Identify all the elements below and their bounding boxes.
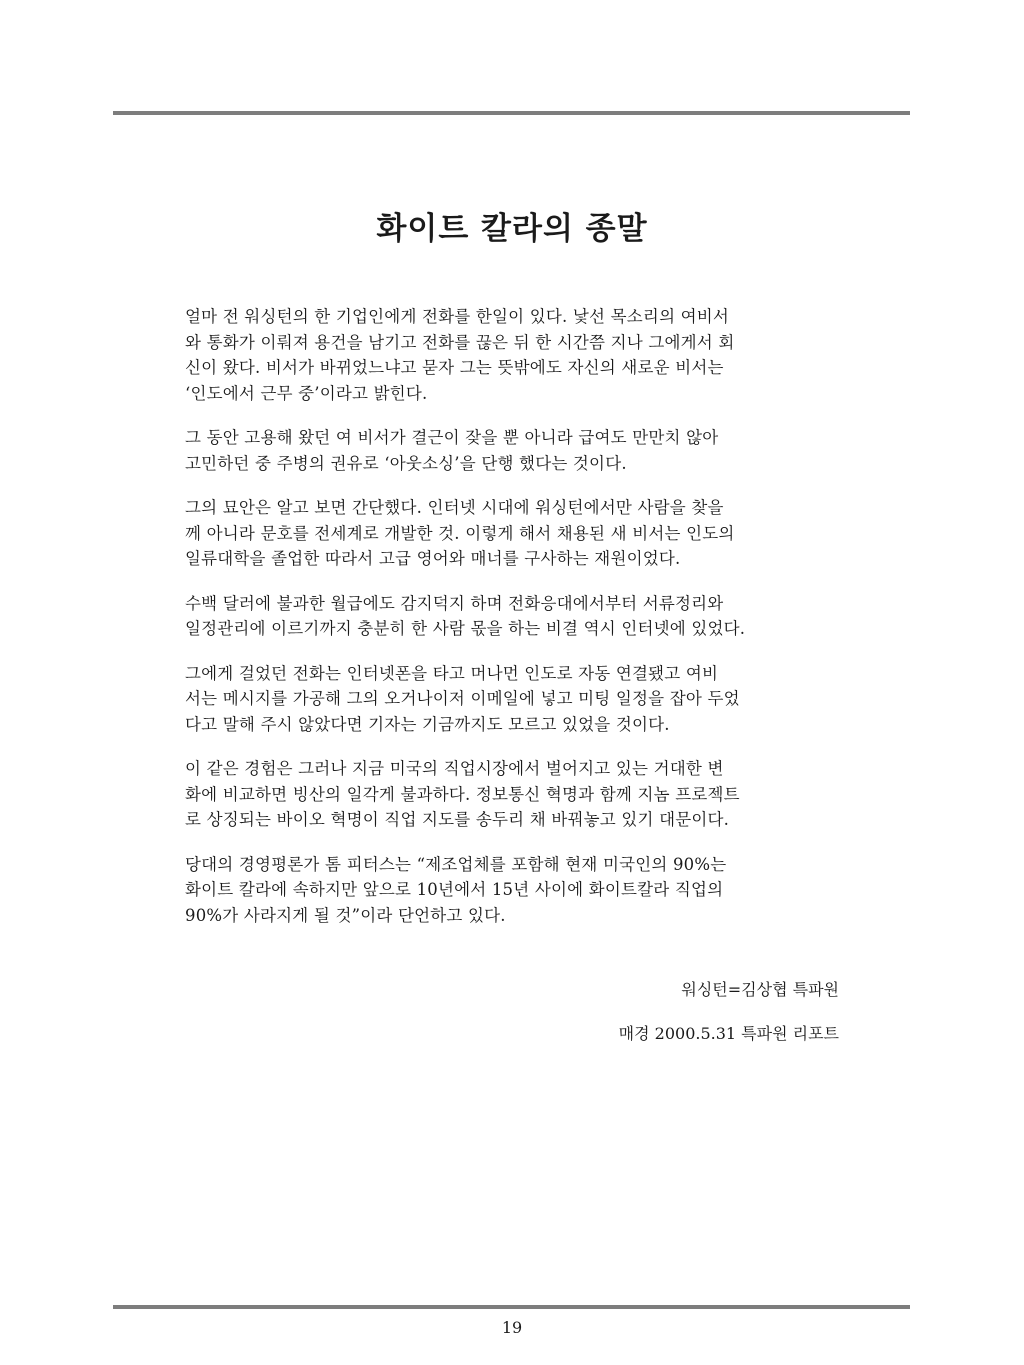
top-rule (113, 111, 910, 115)
text-line: 90%가 사라지게 될 것”이라 단언하고 있다. (185, 905, 506, 925)
text-line: 일정관리에 이르기까지 충분히 한 사람 몫을 하는 비결 역시 인터넷에 있었다. (185, 619, 746, 638)
bottom-rule (113, 1305, 910, 1309)
article-title: 화이트 칼라의 종말 (376, 211, 648, 247)
paragraph (185, 304, 845, 406)
text-line: 와 통화가 이뤄져 용건을 남기고 전화를 끊은 뒤 한 시간쯤 지나 그에게서 회 (185, 332, 735, 352)
text-line: 화이트 칼라에 속하지만 앞으로 10년에서 15년 사이에 화이트칼라 직업의 (185, 880, 724, 899)
byline: 워싱턴=김상협 특파원 (681, 980, 839, 999)
paragraph (185, 425, 845, 476)
paragraph (185, 756, 845, 833)
paragraph (185, 852, 845, 929)
text-line: 당대의 경영평론가 톰 피터스는 “제조업체를 포함해 현재 미국인의 90%는 (185, 854, 727, 874)
paragraph (185, 661, 845, 738)
text-line: ‘인도에서 근무 중’이라고 밝힌다. (185, 383, 428, 403)
paragraph (185, 495, 845, 572)
text-line: 수백 달러에 불과한 월급에도 감지덕지 하며 전화응대에서부터 서류정리와 (185, 593, 724, 613)
text-line: 일류대학을 졸업한 따라서 고급 영어와 매너를 구사하는 재원이었다. (185, 549, 681, 568)
text-line: 화에 비교하면 빙산의 일각게 불과하다. 정보통신 혁명과 함께 지놈 프로젝트 (185, 784, 740, 804)
article-body (185, 304, 845, 947)
text-line: 서는 메시지를 가공해 그의 오거나이저 이메일에 넣고 미팅 일정을 잡아 두었 (185, 689, 740, 708)
text-line: 고민하던 중 주병의 권유로 ‘아웃소싱’을 단행 했다는 것이다. (185, 453, 627, 473)
text-line: 신이 왔다. 비서가 바뀌었느냐고 묻자 그는 뜻밖에도 자신의 새로운 비서는 (185, 358, 724, 377)
text-line: 그의 묘안은 알고 보면 간단했다. 인터넷 시대에 워싱턴에서만 사람을 찾을 (185, 498, 724, 517)
text-line: 로 상징되는 바이오 혁명이 직업 지도를 송두리 채 바꿔놓고 있기 대문이다. (185, 810, 730, 829)
text-line: 께 아니라 문호를 전세계로 개발한 것. 이렇게 해서 채용된 새 비서는 인도의 (185, 523, 735, 543)
text-line: 이 같은 경험은 그러나 지금 미국의 직업시장에서 벌어지고 있는 거대한 변 (185, 759, 724, 778)
text-line: 얼마 전 워싱턴의 한 기업인에게 전화를 한일이 있다. 낯선 목소리의 여비서 (185, 307, 730, 326)
page-number: 19 (501, 1318, 523, 1337)
source-note: 매경 2000.5.31 특파원 리포트 (618, 1024, 839, 1043)
paragraph (185, 591, 845, 642)
text-line: 다고 말해 주시 않았다면 기자는 기금까지도 모르고 있었을 것이다. (185, 714, 670, 734)
text-line: 그에게 걸었던 전화는 인터넷폰을 타고 머나먼 인도로 자동 연결됐고 여비 (185, 663, 719, 683)
text-line: 그 동안 고용해 왔던 여 비서가 결근이 잦을 뿐 아니라 급여도 만만치 않아 (185, 428, 719, 447)
